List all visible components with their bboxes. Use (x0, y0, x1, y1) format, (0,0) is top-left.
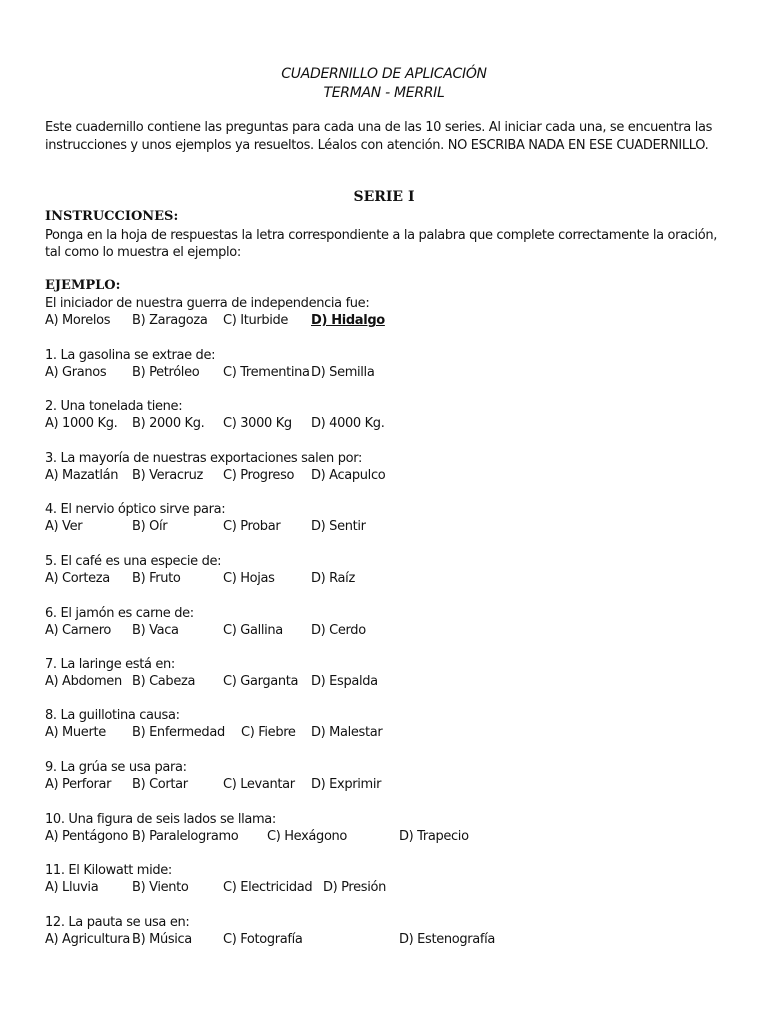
question-options (45, 673, 745, 690)
option-c: C) Gallina (223, 623, 283, 638)
option-c: C) Garganta (223, 674, 299, 689)
question-options (45, 776, 745, 793)
question-options (45, 724, 745, 741)
question-2 (45, 398, 745, 432)
option-b: B) Fruto (132, 571, 181, 586)
option-b: B) Zaragoza (132, 313, 208, 328)
option-a: A) Ver (45, 519, 83, 534)
option-d: D) Exprimir (311, 777, 382, 792)
option-c: C) 3000 Kg (223, 416, 292, 431)
question-stem: 7. La laringe está en: (45, 657, 175, 672)
option-b: B) Veracruz (132, 468, 204, 483)
question-stem: 9. La grúa se usa para: (45, 760, 187, 775)
question-options (45, 415, 745, 432)
intro-line: Este cuadernillo contiene las preguntas para cada una de las 10 series. Al iniciar cada una, se encuentra las (45, 120, 712, 135)
question-options (45, 828, 745, 845)
option-c: C) Hojas (223, 571, 275, 586)
serie-title: SERIE I (353, 189, 415, 205)
option-c: C) Hexágono (267, 829, 348, 844)
option-a: A) Pentágono (45, 829, 128, 844)
question-10 (45, 811, 745, 845)
question-3 (45, 450, 745, 484)
question-5 (45, 553, 745, 587)
example-heading: EJEMPLO: (45, 278, 121, 293)
question-options (45, 622, 745, 639)
question-stem: 8. La guillotina causa: (45, 708, 180, 723)
option-a: A) Perforar (45, 777, 112, 792)
question-stem: 3. La mayoría de nuestras exportaciones salen por: (45, 451, 363, 466)
option-b: B) Cortar (132, 777, 188, 792)
option-d: D) Estenografía (399, 932, 495, 947)
option-c: C) Fiebre (241, 725, 296, 740)
question-options (45, 518, 745, 535)
example-question (45, 295, 745, 329)
option-c: C) Probar (223, 519, 281, 534)
question-stem: 6. El jamón es carne de: (45, 606, 194, 621)
question-stem: 11. El Kilowatt mide: (45, 863, 172, 878)
question-stem: El iniciador de nuestra guerra de independencia fue: (45, 296, 370, 311)
option-a: A) Granos (45, 365, 107, 380)
question-7 (45, 656, 745, 690)
question-options (45, 467, 745, 484)
option-a: A) Carnero (45, 623, 112, 638)
option-a: A) 1000 Kg. (45, 416, 118, 431)
option-d: D) Malestar (311, 725, 383, 740)
instructions-text (45, 227, 745, 261)
option-b: B) Cabeza (132, 674, 196, 689)
option-c: C) Progreso (223, 468, 295, 483)
question-1 (45, 347, 745, 381)
intro-line: instrucciones y unos ejemplos ya resueltos. Léalos con atención. NO ESCRIBA NADA EN ESE CUADERNILLO. (45, 138, 709, 153)
option-d: D) Presión (323, 880, 386, 895)
question-options (45, 570, 745, 587)
option-a: A) Abdomen (45, 674, 122, 689)
question-options (45, 931, 745, 948)
question-stem: 4. El nervio óptico sirve para: (45, 502, 226, 517)
option-b: B) Oír (132, 519, 168, 534)
option-c: C) Trementina (223, 365, 310, 380)
option-d: D) Sentir (311, 519, 366, 534)
option-d: D) Acapulco (311, 468, 386, 483)
question-9 (45, 759, 745, 793)
instructions-line: Ponga en la hoja de respuestas la letra correspondiente a la palabra que complete correctamente la oración, (45, 228, 718, 243)
option-b: B) Enfermedad (132, 725, 225, 740)
option-b: B) Viento (132, 880, 189, 895)
example-options (45, 312, 745, 329)
question-stem: 1. La gasolina se extrae de: (45, 348, 216, 363)
option-b: B) Vaca (132, 623, 179, 638)
instructions-heading: INSTRUCCIONES: (45, 209, 179, 224)
option-b: B) 2000 Kg. (132, 416, 205, 431)
option-a: A) Morelos (45, 313, 111, 328)
option-a: A) Muerte (45, 725, 106, 740)
question-options (45, 364, 745, 381)
question-stem: 2. Una tonelada tiene: (45, 399, 183, 414)
option-a: A) Agricultura (45, 932, 130, 947)
question-stem: 12. La pauta se usa en: (45, 915, 190, 930)
option-c: C) Electricidad (223, 880, 313, 895)
instructions-line: tal como lo muestra el ejemplo: (45, 245, 241, 260)
question-12 (45, 914, 745, 948)
option-d-correct-answer: D) Hidalgo (311, 313, 385, 328)
option-b: B) Música (132, 932, 192, 947)
option-d: D) Espalda (311, 674, 378, 689)
question-stem: 10. Una figura de seis lados se llama: (45, 812, 276, 827)
option-c: C) Iturbide (223, 313, 289, 328)
option-b: B) Petróleo (132, 365, 200, 380)
question-4 (45, 501, 745, 535)
option-a: A) Corteza (45, 571, 110, 586)
option-a: A) Mazatlán (45, 468, 119, 483)
option-b: B) Paralelogramo (132, 829, 239, 844)
question-options (45, 879, 745, 896)
option-d: D) Trapecio (399, 829, 469, 844)
option-c: C) Fotografía (223, 932, 303, 947)
option-d: D) 4000 Kg. (311, 416, 385, 431)
option-d: D) Cerdo (311, 623, 366, 638)
option-c: C) Levantar (223, 777, 295, 792)
question-stem: 5. El café es una especie de: (45, 554, 222, 569)
option-d: D) Semilla (311, 365, 375, 380)
question-6 (45, 605, 745, 639)
question-8 (45, 707, 745, 741)
intro-paragraph (45, 119, 735, 155)
question-11 (45, 862, 745, 896)
option-d: D) Raíz (311, 571, 355, 586)
document-title: CUADERNILLO DE APLICACIÓN (281, 66, 487, 82)
option-a: A) Lluvia (45, 880, 99, 895)
document-subtitle: TERMAN - MERRIL (323, 85, 445, 101)
